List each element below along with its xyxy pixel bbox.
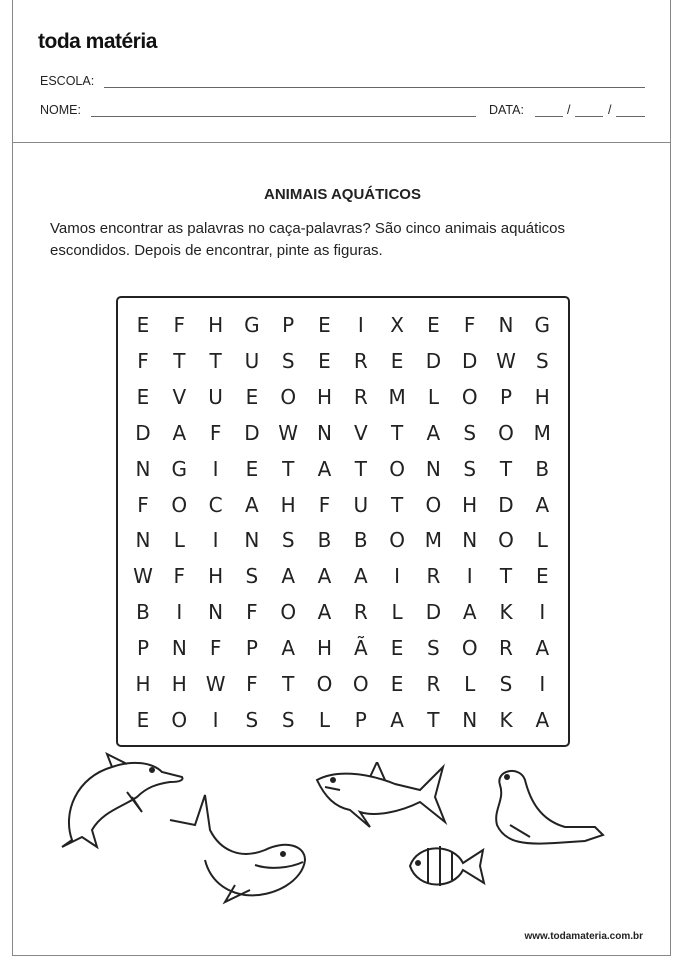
grid-letter[interactable]: O [280,384,297,409]
logo: toda matéria [38,30,157,53]
grid-letter[interactable]: E [390,672,404,696]
grid-letter[interactable]: T [499,456,513,481]
grid-letter[interactable]: B [535,456,550,481]
grid-letter[interactable]: N [498,313,514,337]
grid-letter[interactable]: N [462,707,478,732]
grid-letter[interactable]: H [462,492,478,517]
grid-letter[interactable]: N [425,456,441,481]
grid-letter[interactable]: S [463,420,477,445]
grid-letter[interactable]: A [245,492,259,517]
date-year-field[interactable] [616,116,645,117]
grid-letter[interactable]: F [137,348,149,373]
seal-icon [485,765,610,850]
grid-letter[interactable]: A [281,636,296,661]
grid-letter[interactable]: E [136,313,150,337]
grid-letter[interactable]: R [426,672,441,696]
grid-letter[interactable]: I [357,313,364,337]
grid-letter[interactable]: A [172,420,187,445]
grid-letter[interactable]: M [424,528,443,553]
grid-letter[interactable]: R [353,384,368,409]
grid-letter[interactable]: D [425,600,442,625]
grid-letter[interactable]: K [499,600,513,625]
grid-letter[interactable]: E [427,313,440,337]
grid-letter[interactable]: O [389,456,405,481]
grid-letter[interactable]: S [281,707,295,732]
grid-letter[interactable]: F [246,600,258,625]
grid-letter[interactable]: H [208,564,224,589]
date-day-field[interactable] [535,116,563,117]
grid-letter[interactable]: S [427,636,440,661]
grid-letter[interactable]: L [391,600,403,625]
shark-icon [315,762,450,832]
grid-letter[interactable]: L [427,384,439,409]
school-label: ESCOLA: [40,74,95,88]
grid-letter[interactable]: W [205,672,226,696]
grid-letter[interactable]: A [317,456,332,481]
grid-letter[interactable]: H [208,313,224,337]
date-separator: / [608,103,612,117]
grid-letter[interactable]: S [245,564,259,589]
grid-letter[interactable]: I [539,672,546,696]
grid-letter[interactable]: E [535,564,549,589]
grid-letter[interactable]: M [533,420,551,445]
grid-letter[interactable]: A [317,564,332,589]
name-label: NOME: [40,103,81,117]
grid-letter[interactable]: I [539,600,546,625]
grid-letter[interactable]: C [208,492,223,517]
grid-letter[interactable]: N [135,456,151,481]
grid-letter[interactable]: O [461,384,478,409]
date-label: DATA: [489,103,524,117]
grid-letter[interactable]: W [133,564,153,589]
grid-letter[interactable]: F [209,420,222,445]
grid-letter[interactable]: E [136,707,150,732]
school-field[interactable] [104,87,645,88]
grid-letter[interactable]: G [534,313,551,337]
grid-letter[interactable]: W [496,348,516,373]
grid-letter[interactable]: A [535,492,550,517]
grid-letter[interactable]: N [244,528,260,553]
grid-letter[interactable]: H [534,384,550,409]
header-divider [12,142,671,143]
grid-letter[interactable]: A [426,420,441,445]
grid-letter[interactable]: I [466,564,473,589]
grid-letter[interactable]: O [171,707,188,732]
grid-letter[interactable]: H [280,492,296,517]
grid-letter[interactable]: G [171,456,188,481]
grid-letter[interactable]: H [316,384,333,409]
grid-letter[interactable]: D [135,420,151,445]
grid-letter[interactable]: E [318,348,331,373]
grid-letter[interactable]: A [535,707,550,732]
grid-letter[interactable]: U [208,384,223,409]
grid-letter[interactable]: N [208,600,224,625]
grid-letter[interactable]: F [173,564,186,589]
grid-letter[interactable]: I [176,600,183,625]
grid-letter[interactable]: N [171,636,187,661]
grid-letter[interactable]: L [536,528,548,553]
grid-letter[interactable]: D [244,420,260,445]
word-search-grid [116,296,570,747]
grid-letter[interactable]: A [281,564,296,589]
grid-letter[interactable]: S [281,348,295,373]
grid-letter[interactable]: F [173,313,186,337]
grid-letter[interactable]: X [390,313,404,337]
grid-letter[interactable]: L [318,707,331,732]
grid-letter[interactable]: R [499,636,513,661]
grid-letter[interactable]: P [282,313,295,337]
grid-letter[interactable]: A [535,636,550,661]
grid-letter[interactable]: M [388,384,406,409]
grid-letter[interactable]: R [426,564,441,589]
grid-letter[interactable]: O [280,600,297,625]
fish-icon [408,838,488,893]
grid-letter[interactable]: O [461,636,478,661]
grid-letter[interactable]: N [317,420,332,445]
grid-letter[interactable]: F [137,492,149,517]
grid-letter[interactable]: L [173,528,185,553]
grid-letter[interactable]: T [173,348,186,373]
grid-letter[interactable]: T [390,420,404,445]
grid-letter[interactable]: W [278,420,299,445]
grid-letter[interactable]: H [316,636,333,661]
grid-letter[interactable]: I [212,528,219,553]
grid-letter[interactable]: T [282,456,295,481]
grid-letter[interactable]: T [354,456,367,481]
grid-letter[interactable]: H [171,672,187,696]
grid-letter[interactable]: V [172,384,187,409]
grid-letter[interactable]: H [135,672,151,696]
grid-letter[interactable]: T [209,348,222,373]
grid-letter[interactable]: F [246,672,258,696]
grid-letter[interactable]: O [498,528,514,553]
grid-letter[interactable]: L [464,672,476,696]
grid-letter[interactable]: O [425,492,442,517]
grid-letter[interactable]: K [499,707,513,732]
grid-letter[interactable]: I [394,564,401,589]
grid-letter[interactable]: G [244,313,260,337]
grid-letter[interactable]: N [135,528,151,553]
grid-letter[interactable]: B [353,528,368,553]
grid-letter[interactable]: R [353,600,368,625]
activity-title: ANIMAIS AQUÁTICOS [264,186,421,203]
grid-letter[interactable]: O [171,492,188,517]
website-footer: www.todamateria.com.br [524,931,643,942]
grid-letter[interactable]: T [390,492,404,517]
grid-letter[interactable]: P [499,384,513,409]
date-month-field[interactable] [575,116,603,117]
grid-letter[interactable]: E [318,313,331,337]
grid-letter[interactable]: F [209,636,222,661]
grid-letter[interactable]: A [317,600,332,625]
grid-letter[interactable]: F [463,313,476,337]
grid-letter[interactable]: D [498,492,514,517]
grid-letter[interactable]: R [353,348,368,373]
grid-letter[interactable]: B [317,528,332,553]
grid-letter[interactable]: E [245,456,259,481]
grid-letter[interactable]: F [318,492,331,517]
grid-letter[interactable]: E [390,636,404,661]
grid-letter[interactable]: O [352,672,369,696]
grid-letter[interactable]: A [353,564,368,589]
grid-letter[interactable]: P [354,707,367,732]
grid-letter[interactable]: E [136,384,150,409]
activity-instructions: Vamos encontrar as palavras no caça-palavras? São cinco animais aquáticos escondidos. Depois de encontrar, pinte as figuras. [50,220,565,259]
grid-letter[interactable]: D [425,348,442,373]
grid-letter[interactable]: A [390,707,404,732]
date-separator: / [567,103,571,117]
name-field[interactable] [91,116,476,117]
grid-letter[interactable]: E [245,384,259,409]
grid-letter[interactable]: V [353,420,368,445]
grid-letter[interactable]: S [499,672,513,696]
grid-letter[interactable]: T [427,707,440,732]
grid-letter[interactable]: B [136,600,150,625]
grid-letter[interactable]: T [282,672,295,696]
grid-letter[interactable]: O [316,672,333,696]
grid-letter[interactable]: O [389,528,405,553]
grid-letter[interactable]: S [463,456,477,481]
grid-letter[interactable]: P [245,636,258,661]
grid-letter[interactable]: S [245,707,259,732]
grid-letter[interactable]: U [353,492,369,517]
grid-letter[interactable]: A [462,600,477,625]
grid-letter[interactable]: U [244,348,260,373]
grid-letter[interactable]: N [462,528,478,553]
grid-letter[interactable]: S [281,528,295,553]
grid-letter[interactable]: T [499,564,513,589]
grid-letter[interactable]: D [461,348,478,373]
grid-letter[interactable]: I [212,707,219,732]
grid-letter[interactable]: Ã [353,636,368,661]
grid-letter[interactable]: S [535,348,549,373]
whale-icon [165,790,310,905]
grid-letter[interactable]: O [498,420,514,445]
grid-letter[interactable]: P [136,636,150,661]
grid-letter[interactable]: E [390,348,404,373]
grid-letter[interactable]: I [212,456,219,481]
